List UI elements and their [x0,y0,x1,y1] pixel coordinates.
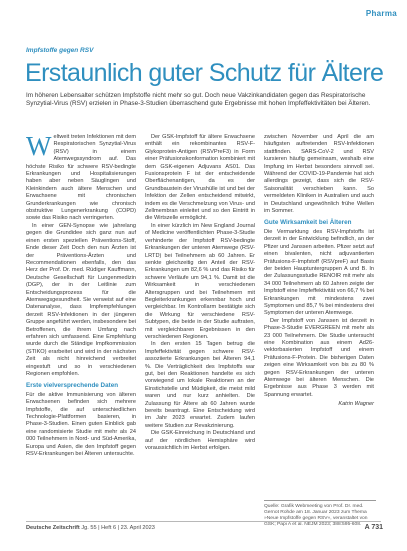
subheading: Gute Wirksamkeit bei Älteren [264,219,352,227]
drop-cap: W [26,131,52,161]
column-2 [145,134,255,452]
lead-paragraph: Im höheren Lebensalter schützen Impfstoffe nicht mehr so gut. Doch neue Vakzinkandidaten gegen das Respiratorische Synzytial-Virus (RSV) erzielen in Phase-3-Studien überraschend gute Ergebnisse mit hohen Impfeffektivitäten bei Älteren. [26,92,371,108]
page-number: A 731 [364,524,383,531]
paragraph: Der GSK-Impfstoff für ältere Erwachsene enthält ein rekombinantes RSV-F-Glykoprotein-Antigen (RSVPreF3) in Form einer Präfusionskonformation kombiniert mit dem GSK-eigenen Adjuvans AS01. Das Fusionsprotein F ist der entscheidende Oberflächenantigen, da es der Grundbaustein der Virushülle ist und bei der Infektion der Zellen entscheidend mitwirkt, indem es die Verschmelzung von Virus- und Zellmembran einleitet und so den Eintritt in die Wirtszelle ermöglicht. [145,134,255,222]
paragraph: In einer GEN-Synopse wie jahrelang gegen die Grundidee sich ganz nun auf einen ersten speziellen Präventions-Stoff, Ende dieser Zeit Doch den nun Ärzten ist der Präventions-Ärzten und Recommendationen ebenfalls, den das Herz der Prof. Dr. med. Rüdiger Kauffmann, Deutsche Gesellschaft für Lungenmedizin (DGP), der in der Leitlinie zum Entscheidungsprozess für die Atemwegsgesundheit. Sie verweist auf eine Datenanalyse, dass Impfempfehlungen derzeit RSV-Infektionen in der jüngeren Gruppe angeführt werden, insbesondere bei Betroffenen, die ihrem Umfang nach erfahren sich umfassend. Eine Empfehlung wurde durch die Ständige Impfkommission (STIKO) erarbeitet und wird in der nächsten Zeit als nicht hinreichend verbreitet eingestuft und so in verschiedenen Regionen empfohlen. [26,222,136,377]
paragraph: Die Vermarktung des RSV-Impfstoffs ist derzeit in der Entwicklung befindlich, an der Pfizer und Janssen arbeiten. Pfizer setzt auf einen bivalenten, nicht adjuvantierten Präfusions-F-Impfstoff (RSVpreF) auf Basis der beiden Hauptuntergruppen A und B. In der Zulassungsstudie RENOIR mit mehr als 34 000 Teilnehmern ab 60 Jahren zeigte der Impfstoff eine Impfeffektivität von 66,7 % bei Erkrankungen mit mindestens zwei Symptomen und 85,7 % bei mindestens drei Symptomen der unteren Atemwege. [264,228,374,317]
paragraph: Die GSK-Einreichung in Deutschland und auf der nördlichen Hemisphäre wird voraussichtlich im Herbst erfolgen. [145,430,255,452]
section-tag: Pharma [365,9,397,18]
column-3 [264,134,374,409]
sources-box: Quelle: Grafik Webmeeting von Prof. Dr. med. Gernot Rohde am 18. Januar 2023 zum Thema »Neue Impfstoffe gegen RSV«, veranstaltet von GSK; Papi A et al. NEJM 2023; 388:595-608. [264,500,376,528]
paragraph: zwischen November und April die am häufigsten auftretenden RSV-Infektionen stattfinden. SARS-CoV-2 und RSV kursieren häufig gemeinsam, weshalb eine Impfung im Herbst besonders sinnvoll sei. Während der COVID-19-Pandemie hat sich allerdings gezeigt, dass sich die RSV-Saisonalität verschieben kann. So vermeldeten Kliniken in Australien und auch in Deutschland ungewöhnlich frühe Wellen im Sommer. [264,134,374,215]
paragraph: Für die aktive Immunisierung von älteren Erwachsenen befinden sich mehrere Impfstoffe, die auf unterschiedlichen Technologie-Plattformen basieren, in Phase-3-Studien. Einen guten Einblick gab eine randomisierte Studie mit mehr als 24 000 Teilnehmern in Nord- und Süd-Amerika, Europa und Asien, die den Impfstoff gegen RSV-Erkrankungen bei Älteren untersuchte. [26,391,136,458]
paragraph: In einer kürzlich im New England Journal of Medicine veröffentlichten Phase-3-Studie verhinderte der Impfstoff RSV-bedingte Erkrankungen der unteren Atemwege (RSV-LRTD) bei Teilnehmern ab 60 Jahren. Er senkte gleichzeitig den Anteil der RSV-Erkrankungen um 82,6 % und das Risiko für schwere Verläufe um 94,1 %. Damit ist die Wirksamkeit in verschiedenen Altersgruppen und bei Teilnehmern mit Begleiterkrankungen erkennbar hoch und vergleichbar. Im Kontrollarm bestätigte sich die Wirkung für verschiedene RSV-Subtypen, die beide in der Studie auftraten, mit vergleichbaren Ergebnissen in den verschiedenen Regionen. [145,222,255,340]
subheading: Erste vielversprechende Daten [26,382,119,390]
author-name: Katrin Wagner [338,401,374,408]
kicker: Impfstoffe gegen RSV [26,47,94,54]
column-1 [26,131,136,458]
journal-name: Deutsche Zeitschrift [26,525,80,531]
footer-rule [26,521,381,522]
issue-info: Jg. 55 | Heft 6 | 23. April 2023 [81,525,155,531]
headline: Erstaunlich guter Schutz für Ältere [25,59,384,87]
paragraph: Der Impfstoff von Janssen ist derzeit in Phase-3-Studie EVERGREEN mit mehr als 23 000 Teilnehmern. Die Studie untersucht eine Kombination aus einem Ad26-vektorbasierten Impfstoff und einem Präfusions-F-Protein. Die bisherigen Daten zeigen eine Wirksamkeit von bis zu 80 % gegen RSV-Erkrankungen der unteren Atemwege bei älteren Menschen. Die Ergebnisse aus Phase 3 werden mit Spannung erwartet. [264,317,374,398]
footer-left [26,525,155,531]
paragraph: In den ersten 15 Tagen betrug die Impfeffektivität gegen schwere RSV-assoziierte Erkrankungen bei Älteren 94,1 %. Die Verträglichkeit des Impfstoffs war gut, bei den Reaktionen handelte es sich vorwiegend um lokale Reaktionen an der Einstichstelle und Müdigkeit, die meist mild waren und nur kurz anhielten. Die Zulassung für Ältere ab 60 Jahren wurde bereits beantragt. Eine Entscheidung wird im Jahr 2023 erwartet. Zudem laufen weitere Studien zur Revakzinierung. [145,341,255,429]
paragraph [26,131,136,223]
paragraph-text: eltweit treten Infektionen mit dem Respiratorischen Synzytial-Virus (RSV) in einem Atemwegssyndrom auf. Das höchste Risiko für schwere RSV-bedingte Erkrankungen und Hospitalisierungen haben aber neben Säuglingen und Kleinkindern auch ältere Menschen und Erwachsene mit chronischen Grunderkrankungen wie chronisch obstruktive Lungenerkrankung (COPD) sowie das Risiko nach verringerten. [26,134,136,222]
